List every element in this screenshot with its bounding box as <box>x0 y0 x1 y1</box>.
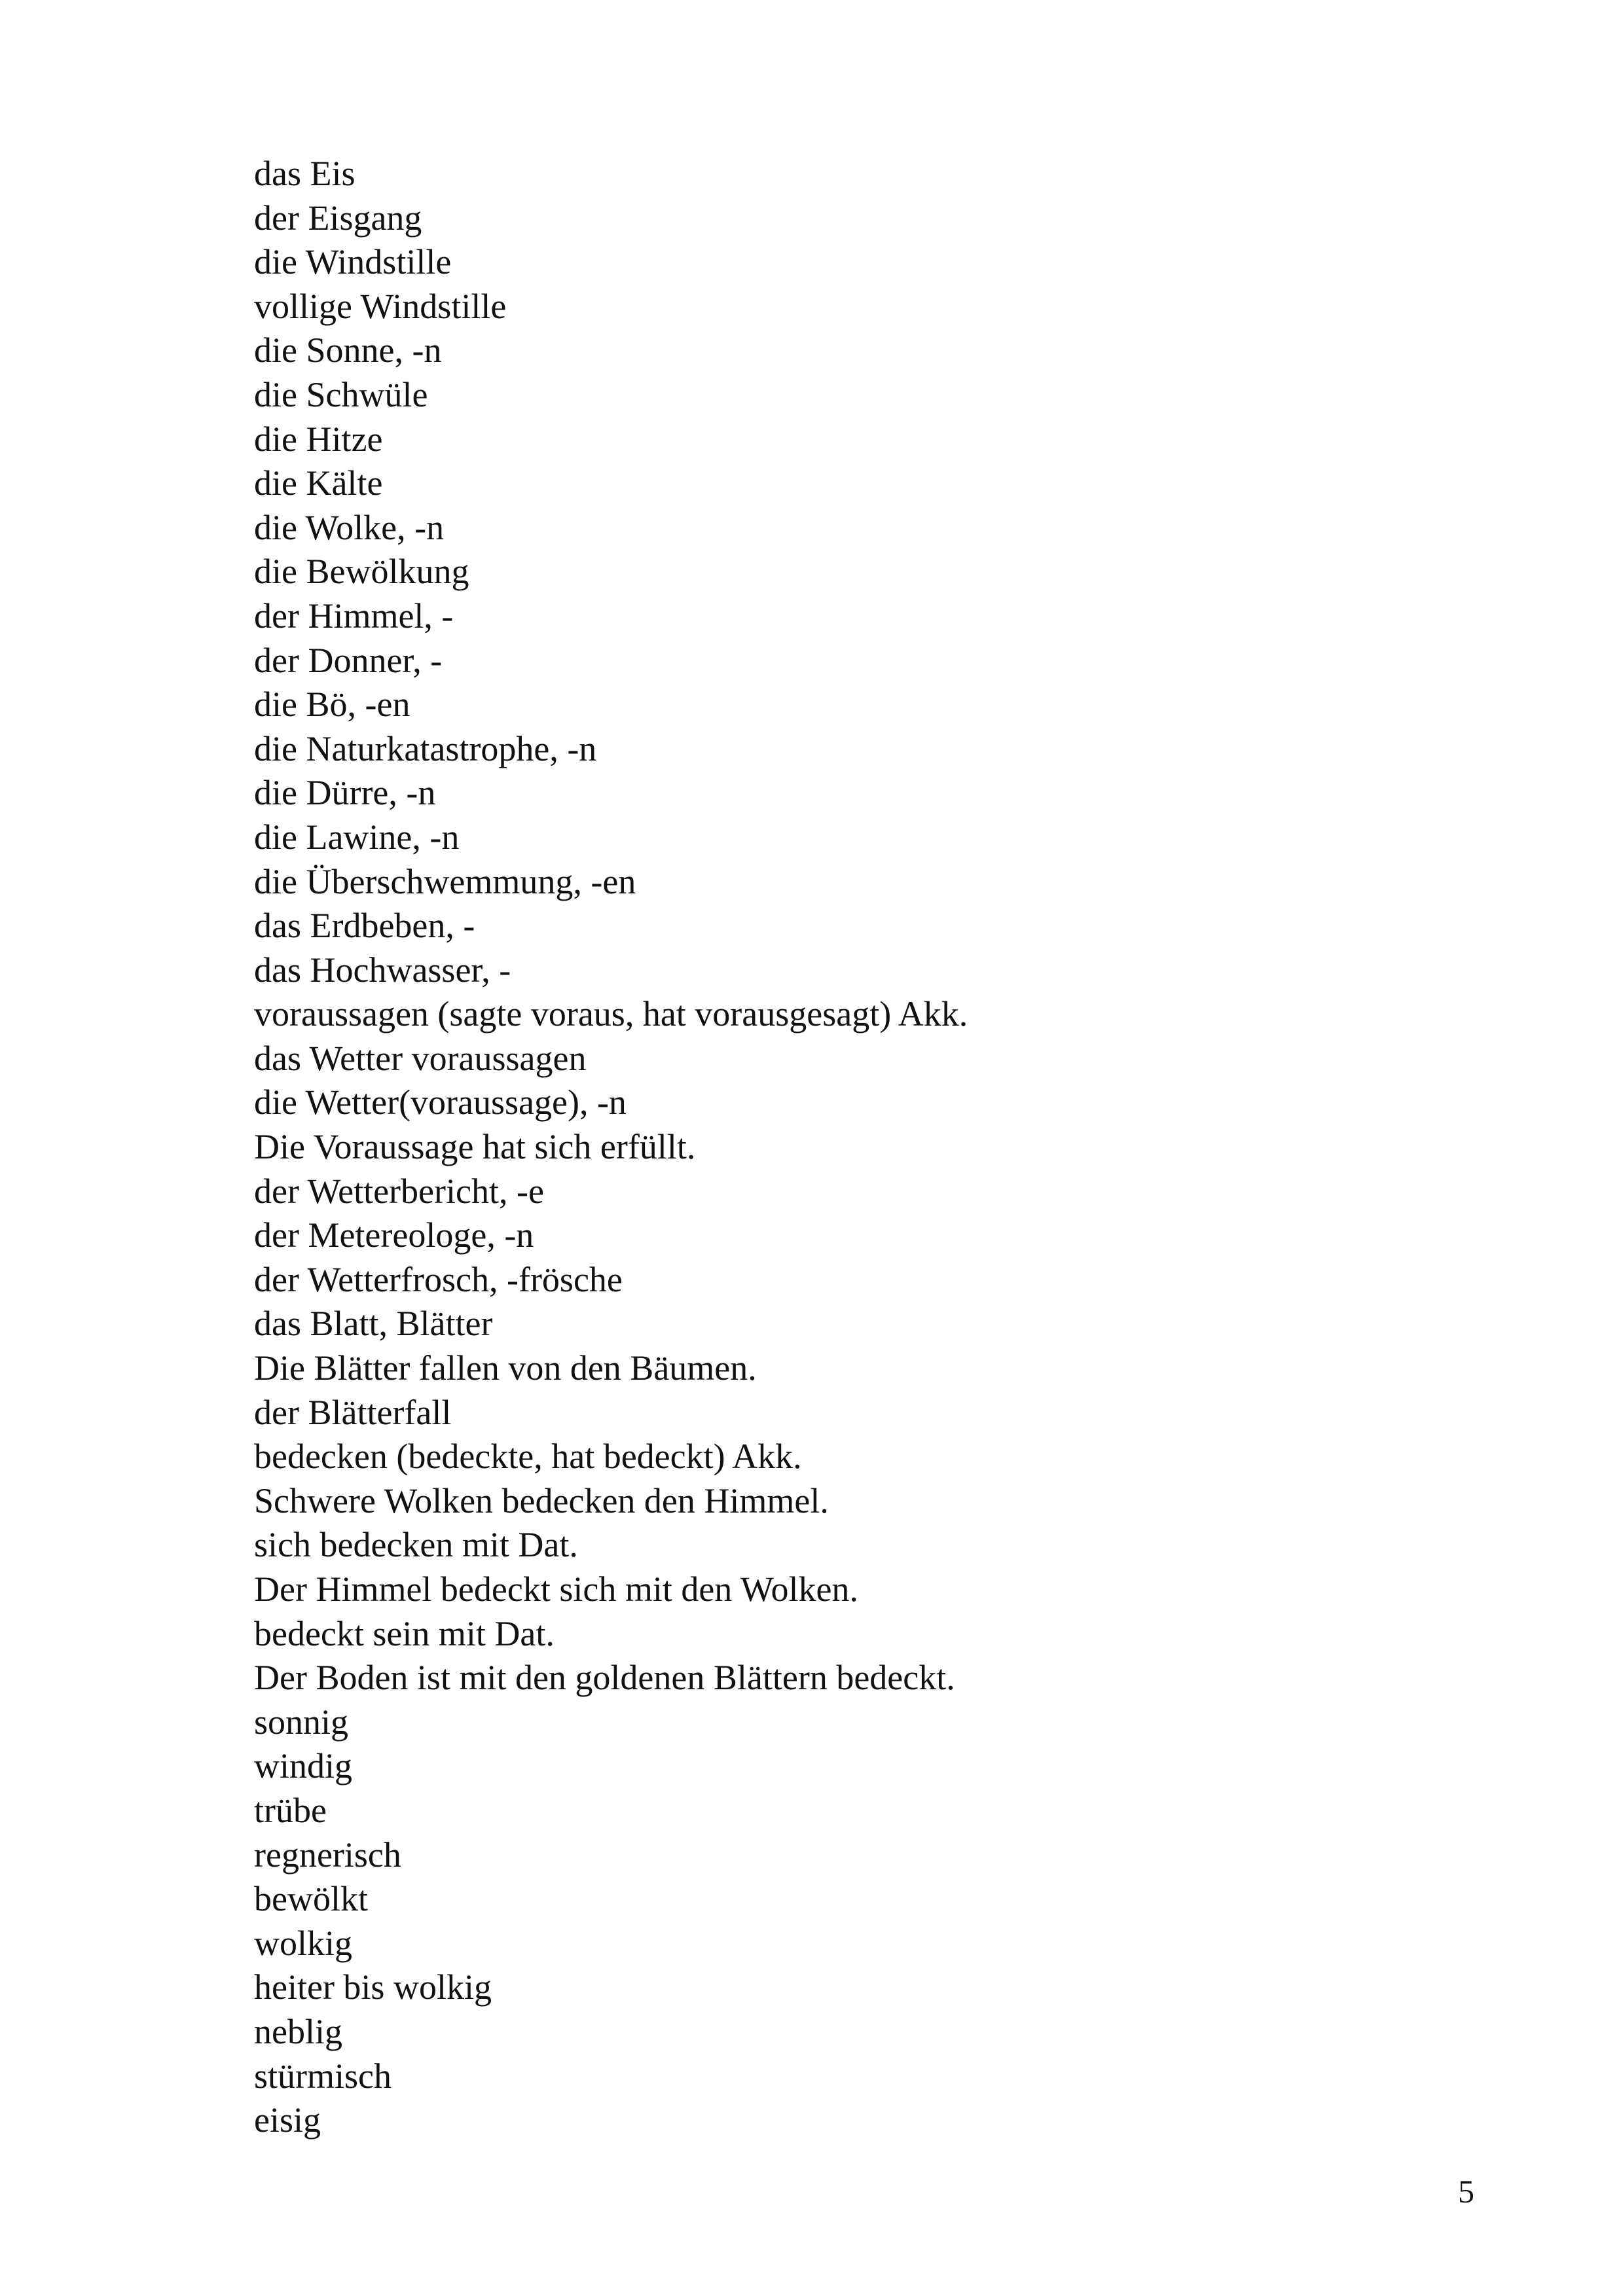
list-item: die Hitze <box>254 419 383 459</box>
page-number: 5 <box>1458 2173 1474 2210</box>
list-item: die Windstille <box>254 242 452 282</box>
list-item: die Bö, -en <box>254 685 410 725</box>
list-item: das Blatt, Blätter <box>254 1304 493 1344</box>
list-item: das Eis <box>254 154 356 193</box>
list-item: stürmisch <box>254 2056 392 2096</box>
list-item: das Erdbeben, - <box>254 906 475 946</box>
list-item: die Wetter(voraussage), -n <box>254 1083 627 1122</box>
vocabulary-list <box>254 152 968 2143</box>
list-item: die Schwüle <box>254 374 428 414</box>
list-item: der Wetterfrosch, -frösche <box>254 1259 623 1299</box>
list-item: die Lawine, -n <box>254 817 460 857</box>
list-item: Schwere Wolken bedecken den Himmel. <box>254 1480 829 1520</box>
list-item: sich bedecken mit Dat. <box>254 1525 578 1565</box>
list-item: Der Himmel bedeckt sich mit den Wolken. <box>254 1570 858 1609</box>
list-item: Die Voraussage hat sich erfüllt. <box>254 1127 696 1167</box>
list-item: Der Boden ist mit den goldenen Blättern bedeckt. <box>254 1658 955 1698</box>
list-item: bedeckt sein mit Dat. <box>254 1613 555 1653</box>
list-item: die Bewölkung <box>254 552 469 592</box>
list-item: bedecken (bedeckte, hat bedeckt) Akk. <box>254 1437 802 1477</box>
list-item: voraussagen (sagte voraus, hat vorausgesagt) Akk. <box>254 994 968 1034</box>
list-item: der Eisgang <box>254 198 422 238</box>
list-item: sonnig <box>254 1702 349 1742</box>
list-item: der Blätterfall <box>254 1392 452 1432</box>
list-item: neblig <box>254 2011 342 2051</box>
list-item: der Himmel, - <box>254 596 454 636</box>
list-item: das Wetter voraussagen <box>254 1038 587 1078</box>
list-item: trübe <box>254 1790 327 1830</box>
list-item: die Kälte <box>254 463 383 503</box>
list-item: der Wetterbericht, -e <box>254 1171 544 1211</box>
list-item: wolkig <box>254 1923 353 1963</box>
list-item: Die Blätter fallen von den Bäumen. <box>254 1348 757 1388</box>
list-item: vollige Windstille <box>254 286 507 326</box>
list-item: die Naturkatastrophe, -n <box>254 728 597 768</box>
list-item: bewölkt <box>254 1879 368 1919</box>
list-item: die Wolke, -n <box>254 507 445 547</box>
list-item: die Überschwemmung, -en <box>254 861 636 901</box>
list-item: der Donner, - <box>254 640 443 680</box>
list-item: regnerisch <box>254 1835 401 1874</box>
list-item: der Metereologe, -n <box>254 1215 534 1255</box>
list-item: eisig <box>254 2100 321 2140</box>
list-item: windig <box>254 1746 353 1786</box>
list-item: das Hochwasser, - <box>254 950 511 990</box>
list-item: die Sonne, -n <box>254 331 442 370</box>
list-item: heiter bis wolkig <box>254 1967 492 2007</box>
list-item: die Dürre, -n <box>254 773 436 813</box>
